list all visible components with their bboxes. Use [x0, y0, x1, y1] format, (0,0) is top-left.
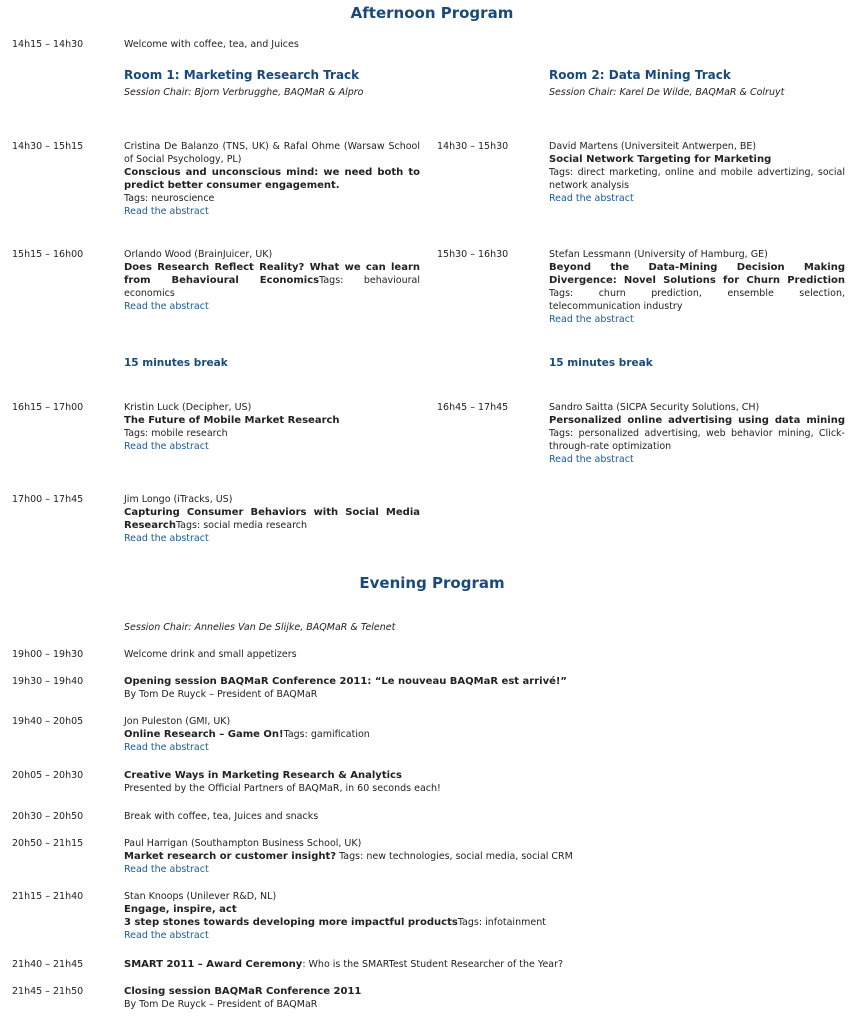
session-r1-2 [124, 248, 420, 313]
break-label: 15 minutes break [124, 357, 228, 369]
session-title: Market research or customer insight? [124, 851, 337, 862]
evening-row: Welcome drink and small appetizers [124, 649, 297, 660]
read-abstract-link[interactable]: Read the abstract [124, 533, 209, 544]
tags: Tags: direct marketing, online and mobile advertizing, social network analysis [549, 167, 845, 191]
speaker: Orlando Wood (BrainJuicer, UK) [124, 249, 273, 260]
tags: Tags: infotainment [457, 917, 546, 928]
room1-heading: Room 1: Marketing Research Track [124, 68, 360, 82]
speaker: Cristina De Balanzo (TNS, UK) & Rafal Ohme (Warsaw School of Social Psychology, PL) [124, 141, 420, 165]
session-title: Conscious and unconscious mind: we need both to predict better consumer engagement. [124, 167, 420, 191]
session-r2-1 [549, 140, 845, 205]
break-label: 15 minutes break [549, 357, 653, 369]
session-r2-2 [549, 248, 845, 326]
read-abstract-link[interactable]: Read the abstract [124, 441, 209, 452]
read-abstract-link[interactable]: Read the abstract [124, 930, 209, 941]
read-abstract-link[interactable]: Read the abstract [549, 193, 634, 204]
session-title: Social Network Targeting for Marketing [549, 154, 772, 165]
session-title: Engage, inspire, act [124, 904, 237, 915]
time-label: 17h00 – 17h45 [12, 494, 84, 505]
evening-row [124, 837, 844, 876]
room2-chair: Session Chair: Karel De Wilde, BAQMaR & Colruyt [549, 87, 785, 98]
room1-chair: Session Chair: Bjorn Verbrugghe, BAQMaR & Alpro [124, 87, 364, 98]
byline: Presented by the Official Partners of BAQMaR, in 60 seconds each! [124, 783, 441, 794]
session-title: Beyond the Data-Mining Decision Making Divergence: Novel Solutions for Churn Prediction [549, 262, 845, 286]
time-label: 20h50 – 21h15 [12, 838, 84, 849]
speaker: Jim Longo (iTracks, US) [124, 494, 233, 505]
time-label: 14h30 – 15h30 [437, 141, 509, 152]
time-label: 16h15 – 17h00 [12, 402, 84, 413]
room2-heading: Room 2: Data Mining Track [549, 68, 731, 82]
time-label: 19h30 – 19h40 [12, 676, 84, 687]
session-r2-3 [549, 401, 845, 466]
speaker: Stefan Lessmann (University of Hamburg, GE) [549, 249, 768, 260]
evening-row [124, 985, 844, 1011]
session-title: The Future of Mobile Market Research [124, 415, 340, 426]
speaker: Paul Harrigan (Southampton Business School, UK) [124, 838, 362, 849]
read-abstract-link[interactable]: Read the abstract [124, 301, 209, 312]
session-r1-4 [124, 493, 420, 545]
speaker: Jon Puleston (GMI, UK) [124, 716, 231, 727]
read-abstract-link[interactable]: Read the abstract [124, 206, 209, 217]
evening-title: Evening Program [359, 574, 505, 592]
time-label: 21h15 – 21h40 [12, 891, 84, 902]
time-label: 21h40 – 21h45 [12, 959, 84, 970]
afternoon-title: Afternoon Program [350, 4, 514, 22]
tags: Tags: mobile research [124, 428, 228, 439]
tags: Tags: new technologies, social media, social CRM [339, 851, 573, 862]
evening-row: Break with coffee, tea, Juices and snacks [124, 811, 319, 822]
read-abstract-link[interactable]: Read the abstract [124, 742, 209, 753]
speaker: Kristin Luck (Decipher, US) [124, 402, 252, 413]
time-label: 14h30 – 15h15 [12, 141, 84, 152]
time-label: 15h30 – 16h30 [437, 249, 509, 260]
time-label: 19h40 – 20h05 [12, 716, 84, 727]
session-title: Capturing Consumer Behaviors with Social Media Research [124, 507, 420, 531]
evening-chair: Session Chair: Annelies Van De Slijke, BAQMaR & Telenet [124, 622, 396, 633]
session-title: Opening session BAQMaR Conference 2011: “Le nouveau BAQMaR est arrivé!” [124, 676, 568, 687]
session-title: Online Research – Game On! [124, 729, 284, 740]
evening-row [124, 769, 844, 795]
session-r1-3 [124, 401, 420, 453]
time-label: 19h00 – 19h30 [12, 649, 84, 660]
evening-row [124, 890, 844, 942]
tags: Tags: gamification [283, 729, 370, 740]
session-title: Personalized online advertising using data mining [549, 415, 845, 426]
read-abstract-link[interactable]: Read the abstract [124, 864, 209, 875]
time-label: 16h45 – 17h45 [437, 402, 509, 413]
speaker: Stan Knoops (Unilever R&D, NL) [124, 891, 277, 902]
byline: By Tom De Ruyck – President of BAQMaR [124, 999, 318, 1010]
welcome-text: Welcome with coffee, tea, and Juices [124, 39, 299, 50]
session-title: Closing session BAQMaR Conference 2011 [124, 986, 362, 997]
evening-row [124, 958, 844, 971]
evening-row [124, 675, 844, 701]
tags: Tags: neuroscience [124, 193, 215, 204]
evening-row [124, 715, 844, 754]
time-label: 15h15 – 16h00 [12, 249, 84, 260]
session-title: Creative Ways in Marketing Research & Analytics [124, 770, 402, 781]
session-title: Does Research Reflect Reality? What we can learn from Behavioural Economics [124, 262, 420, 286]
tags: Tags: behavioural economics [124, 275, 420, 299]
tags: Tags: social media research [175, 520, 308, 531]
speaker: Sandro Saitta (SICPA Security Solutions, CH) [549, 402, 760, 413]
speaker: David Martens (Universiteit Antwerpen, BE) [549, 141, 757, 152]
byline: By Tom De Ruyck – President of BAQMaR [124, 689, 318, 700]
read-abstract-link[interactable]: Read the abstract [549, 454, 634, 465]
session-subtitle: 3 step stones towards developing more impactful products [124, 917, 458, 928]
time-label: 20h30 – 20h50 [12, 811, 84, 822]
tags: Tags: personalized advertising, web behavior mining, Click-through-rate optimization [549, 428, 845, 452]
subtitle: : Who is the SMARTest Student Researcher of the Year? [302, 959, 564, 970]
time-label: 20h05 – 20h30 [12, 770, 84, 781]
read-abstract-link[interactable]: Read the abstract [549, 314, 634, 325]
session-title: SMART 2011 – Award Ceremony [124, 959, 303, 970]
time-label: 14h15 – 14h30 [12, 39, 84, 50]
tags: Tags: churn prediction, ensemble selection, telecommunication industry [549, 288, 845, 312]
session-r1-1 [124, 140, 420, 218]
time-label: 21h45 – 21h50 [12, 986, 84, 997]
